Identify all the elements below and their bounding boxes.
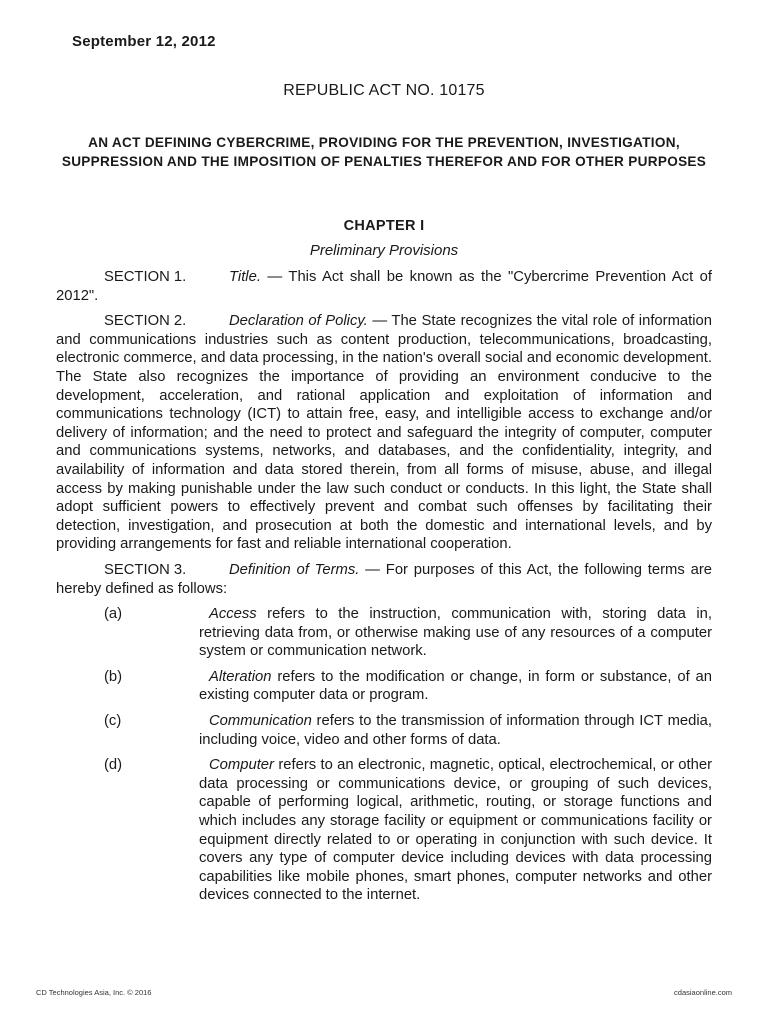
section-3: [56, 561, 712, 598]
definition-letter: (d): [104, 757, 123, 774]
definition-body: refers to the modification or change, in form or substance, of an existing computer data or program.: [199, 668, 712, 704]
footer-site: cdasiaonline.com: [674, 988, 732, 997]
definition-body: refers to the instruction, communication with, storing data in, retrieving data from, or otherwise making use of any resources of a computer system or communication network.: [199, 606, 712, 660]
definition-term: Computer: [209, 757, 274, 774]
section-label: SECTION 2.: [104, 313, 187, 330]
definition-body: refers to an electronic, magnetic, optical, electrochemical, or other data processing or communications device, or grouping of such devices, capable of performing logical, arithmetic, routing, or storage functions and which includes any storage facility or equipment or communications facility or equipment directly related to or operating in conjunction with such device. It covers any type of computer device including devices with data processing capabilities like mobile phones, smart phones, computer networks and other devices connected to the internet.: [199, 757, 712, 904]
definition-term: Communication: [209, 713, 312, 730]
definition-letter: (a): [104, 606, 123, 623]
definition-term: Alteration: [209, 668, 272, 685]
section-label: SECTION 1.: [104, 269, 187, 285]
section-2: [56, 312, 712, 554]
act-title: AN ACT DEFINING CYBERCRIME, PROVIDING FOR THE PREVENTION, INVESTIGATION, SUPPRESSION AND THE IMPOSITION OF PENALTIES THEREFOR AND FOR OTHER PURPOSES: [61, 135, 707, 169]
definition-letter: (c): [104, 713, 122, 730]
document-date: September 12, 2012: [72, 33, 216, 50]
definition-c: [56, 712, 712, 749]
definition-letter: (b): [104, 668, 123, 685]
document-body: [56, 268, 712, 912]
section-text: — For purposes of this Act, the following terms are hereby defined as follows:: [56, 561, 712, 597]
definition-d: [56, 756, 712, 905]
chapter-heading: CHAPTER I: [343, 218, 425, 234]
chapter-subtitle: Preliminary Provisions: [309, 242, 459, 259]
act-number: REPUBLIC ACT NO. 10175: [283, 82, 485, 99]
section-text: — This Act shall be known as the "Cybercrime Prevention Act of 2012".: [56, 269, 712, 304]
section-label: SECTION 3.: [104, 561, 187, 578]
section-1: [56, 268, 712, 305]
section-heading: Declaration of Policy.: [229, 313, 368, 330]
section-heading: Title.: [229, 269, 261, 285]
definition-text: [199, 712, 712, 749]
definition-term: Access: [209, 606, 257, 623]
footer-copyright: CD Technologies Asia, Inc. © 2016: [36, 988, 152, 997]
definition-text: [199, 668, 712, 705]
section-heading: Definition of Terms.: [229, 561, 360, 578]
definition-text: [199, 605, 712, 661]
definition-body: refers to the transmission of information through ICT media, including voice, video and other forms of data.: [199, 713, 712, 748]
section-text: — The State recognizes the vital role of information and communications industries such as content production, telecommunications, broadcasting, electronic commerce, and data processing, in the nation's overall social and economic development. The State also recognizes the importance of providing an environment conducive to the development, acceleration, and rational application and exploitation of information and communications technology (ICT) to attain free, easy, and intelligible access to exchange and/or delivery of information; and the need to protect and safeguard the integrity of computer, computer and communications systems, networks, and databases, and the confidentiality, integrity, and availability of information and data stored therein, from all forms of misuse, abuse, and illegal access by making punishable under the law such conduct or conducts. In this light, the State shall adopt sufficient powers to effectively prevent and combat such offenses by facilitating their detection, investigation, and prosecution at both the domestic and international levels, and by providing arrangements for fast and reliable international cooperation.: [56, 313, 712, 553]
definition-a: [56, 605, 712, 661]
definition-b: [56, 668, 712, 705]
definition-text: [199, 756, 712, 905]
